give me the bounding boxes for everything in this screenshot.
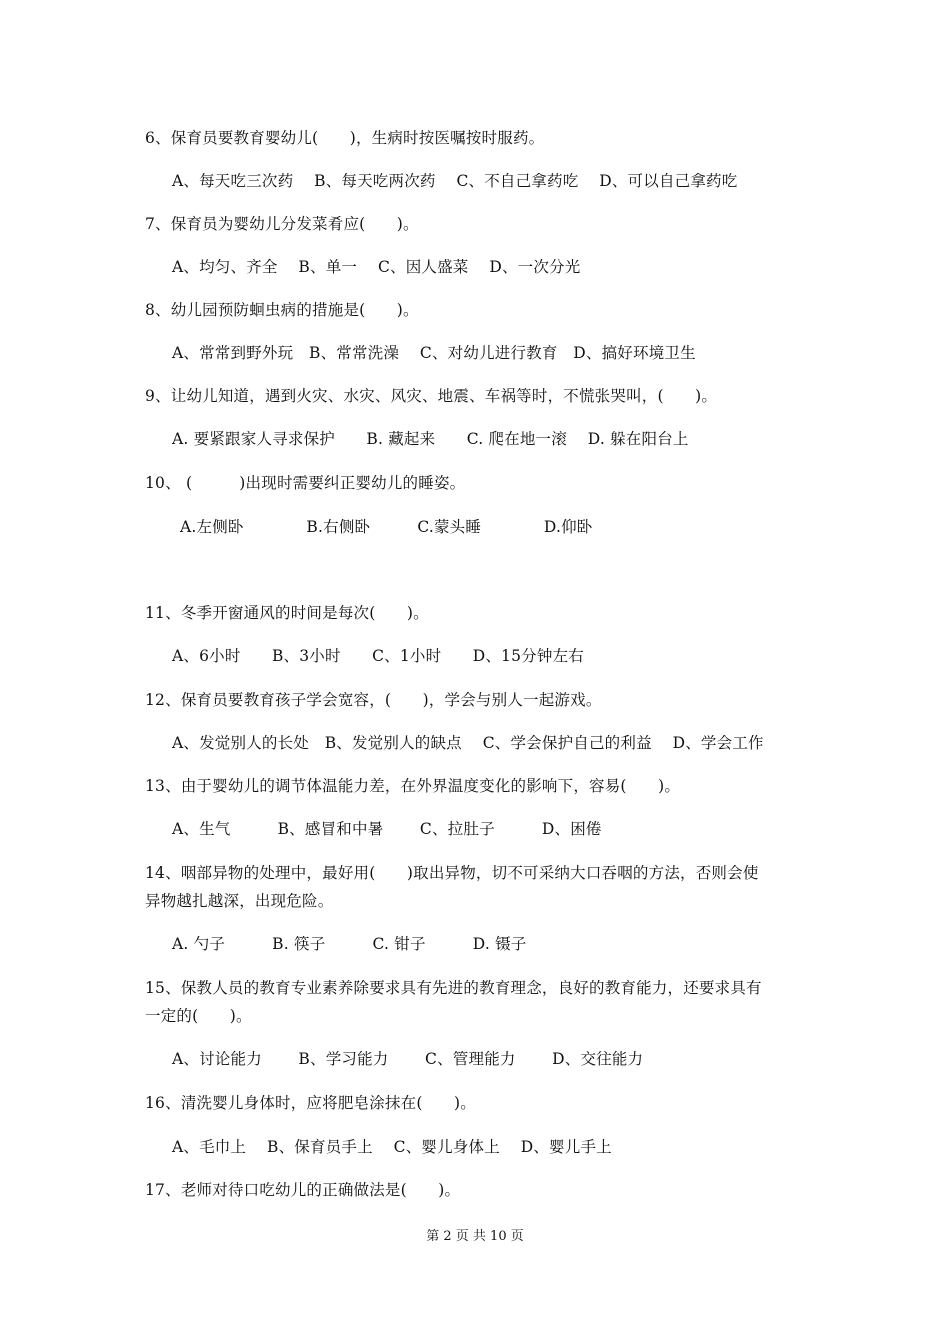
question-7-options: A、均匀、齐全 B、单一 C、因人盛菜 D、一次分光 [172,258,581,276]
question-9-stem: 9、让幼儿知道，遇到火灾、水灾、风灾、地震、车祸等时，不慌张哭叫，( )。 [145,387,718,405]
question-11-stem: 11、冬季开窗通风的时间是每次( )。 [145,604,429,622]
question-12-stem: 12、保育员要教育孩子学会宽容，( )，学会与别人一起游戏。 [145,691,602,709]
page-footer: 第 2 页 共 10 页 [426,1229,524,1244]
question-14-stem: 14、咽部异物的处理中，最好用( )取出异物，切不可采纳大口吞咽的方法，否则会使 [145,864,759,882]
question-8-options: A、常常到野外玩 B、常常洗澡 C、对幼儿进行教育 D、搞好环境卫生 [172,344,696,362]
question-12-options: A、发觉别人的长处 B、发觉别人的缺点 C、学会保护自己的利益 D、学会工作 [172,734,764,752]
question-6-stem: 6、保育员要教育婴幼儿( )，生病时按医嘱按时服药。 [145,129,545,147]
question-13-options: A、生气 B、感冒和中暑 C、拉肚子 D、困倦 [172,820,602,838]
question-10-stem: 10、 ( )出现时需要纠正婴幼儿的睡姿。 [145,474,466,492]
question-16-options: A、毛巾上 B、保育员手上 C、婴儿身体上 D、婴儿手上 [172,1138,612,1156]
question-14-stem-continued: 异物越扎越深，出现危险。 [145,892,334,910]
question-17-stem: 17、老师对待口吃幼儿的正确做法是( )。 [145,1181,461,1199]
question-6-options: A、每天吃三次药 B、每天吃两次药 C、不自己拿药吃 D、可以自己拿药吃 [172,172,738,190]
question-8-stem: 8、幼儿园预防蛔虫病的措施是( )。 [145,301,419,319]
question-16-stem: 16、清洗婴儿身体时，应将肥皂涂抹在( )。 [145,1094,476,1112]
question-15-stem-continued: 一定的( )。 [145,1007,252,1025]
question-7-stem: 7、保育员为婴幼儿分发菜肴应( )。 [145,215,419,233]
question-11-options: A、6小时 B、3小时 C、1小时 D、15分钟左右 [172,647,584,665]
question-15-options: A、讨论能力 B、学习能力 C、管理能力 D、交往能力 [172,1050,644,1068]
question-13-stem: 13、由于婴幼儿的调节体温能力差，在外界温度变化的影响下，容易( )。 [145,777,681,795]
question-9-options: A. 要紧跟家人寻求保护 B. 藏起来 C. 爬在地一滚 D. 躲在阳台上 [172,430,689,448]
question-10-options: A.左侧卧 B.右侧卧 C.蒙头睡 D.仰卧 [180,518,593,536]
question-14-options: A. 勺子 B. 筷子 C. 钳子 D. 镊子 [172,935,527,953]
question-15-stem: 15、保教人员的教育专业素养除要求具有先进的教育理念，良好的教育能力，还要求具有 [145,979,762,997]
